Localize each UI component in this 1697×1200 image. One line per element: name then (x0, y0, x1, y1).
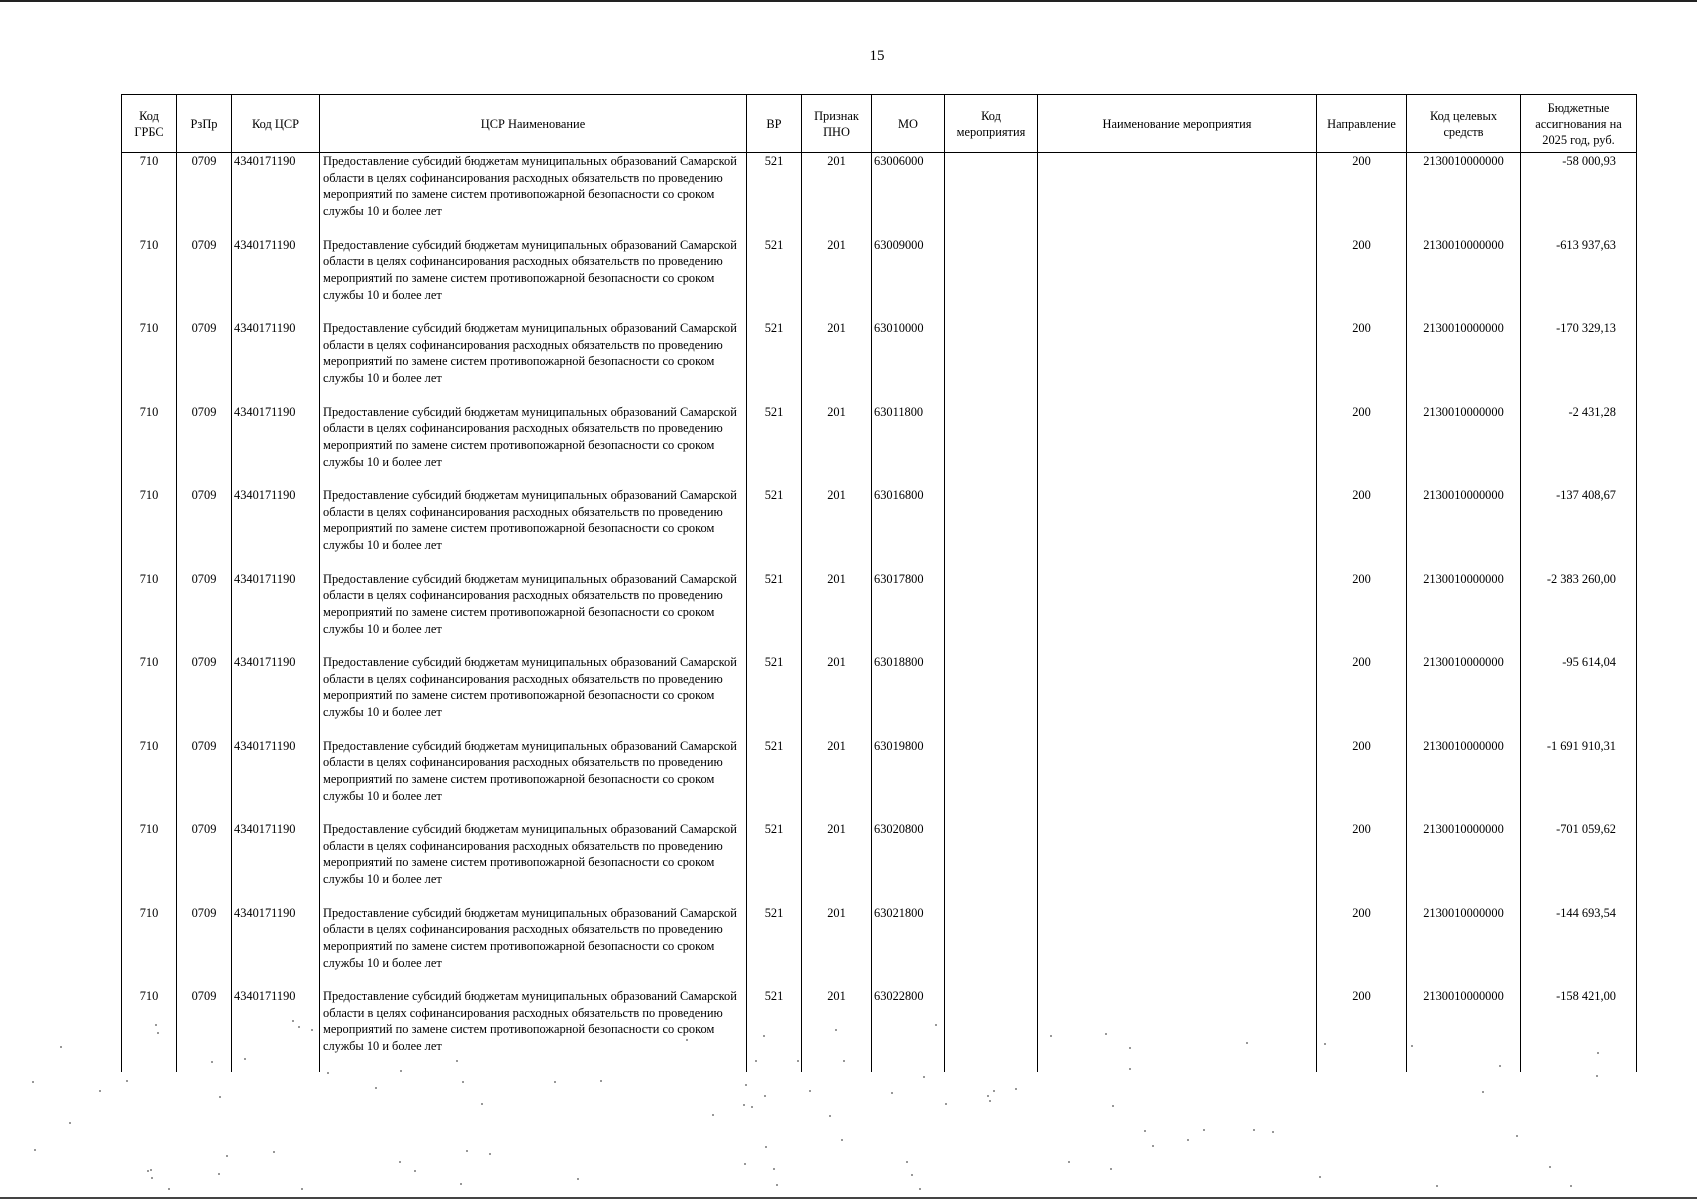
scan-speck (414, 1170, 416, 1172)
cell-target-code: 2130010000000 (1407, 654, 1521, 738)
cell-target-code: 2130010000000 (1407, 237, 1521, 321)
table-row (122, 320, 1637, 404)
scan-speck (456, 1060, 458, 1062)
scan-speck (400, 1070, 402, 1072)
scan-speck (99, 1090, 101, 1092)
cell-pno: 201 (802, 821, 872, 905)
cell-csr-name: Предоставление субсидий бюджетам муниципальных образований Самарской области в целях софинансирования расходных обязательств по проведению мероприятий по замене систем противопожарной безопасности со сроком службы 10 и более лет (320, 654, 747, 738)
cell-grbs: 710 (122, 320, 177, 404)
scan-speck (1187, 1139, 1189, 1141)
cell-csr-code: 4340171190 (232, 821, 320, 905)
cell-direction: 200 (1317, 153, 1407, 237)
cell-pno: 201 (802, 905, 872, 989)
cell-csr-name: Предоставление субсидий бюджетам муниципальных образований Самарской области в целях софинансирования расходных обязательств по проведению мероприятий по замене систем противопожарной безопасности со сроком службы 10 и более лет (320, 404, 747, 488)
cell-event-name (1038, 320, 1317, 404)
header-vr: ВР (747, 95, 802, 153)
cell-amount: -95 614,04 (1521, 654, 1637, 738)
scan-speck (155, 1024, 157, 1026)
scan-speck (273, 1151, 275, 1153)
cell-target-code: 2130010000000 (1407, 404, 1521, 488)
cell-event-name (1038, 905, 1317, 989)
scan-speck (460, 1183, 462, 1185)
scan-speck (218, 1173, 220, 1175)
cell-csr-code: 4340171190 (232, 905, 320, 989)
scan-speck (151, 1177, 153, 1179)
cell-mo: 63011800 (872, 404, 945, 488)
cell-event-code (945, 988, 1038, 1072)
header-rzpr: РзПр (177, 95, 232, 153)
cell-event-name (1038, 988, 1317, 1072)
cell-target-code: 2130010000000 (1407, 905, 1521, 989)
cell-event-name (1038, 153, 1317, 237)
cell-event-name (1038, 404, 1317, 488)
scan-speck (32, 1081, 34, 1083)
table-row (122, 654, 1637, 738)
cell-csr-code: 4340171190 (232, 988, 320, 1072)
scan-speck (311, 1029, 313, 1031)
cell-direction: 200 (1317, 320, 1407, 404)
cell-direction: 200 (1317, 905, 1407, 989)
cell-mo: 63020800 (872, 821, 945, 905)
cell-target-code: 2130010000000 (1407, 487, 1521, 571)
scan-speck (743, 1104, 745, 1106)
scan-speck (1105, 1033, 1107, 1035)
cell-vr: 521 (747, 738, 802, 822)
scan-speck (919, 1188, 921, 1190)
table-row (122, 571, 1637, 655)
cell-direction: 200 (1317, 821, 1407, 905)
scan-speck (554, 1081, 556, 1083)
cell-vr: 521 (747, 320, 802, 404)
header-event-code: Код мероприятия (945, 95, 1038, 153)
cell-csr-code: 4340171190 (232, 571, 320, 655)
cell-amount: -144 693,54 (1521, 905, 1637, 989)
scan-speck (764, 1095, 766, 1097)
scan-speck (989, 1100, 991, 1102)
header-target-code: Код целевых средств (1407, 95, 1521, 153)
scan-speck (829, 1115, 831, 1117)
cell-amount: -158 421,00 (1521, 988, 1637, 1072)
scan-speck (1129, 1068, 1131, 1070)
header-amount: Бюджетные ассигнования на 2025 год, руб. (1521, 95, 1637, 153)
scan-speck (327, 1072, 329, 1074)
cell-csr-name: Предоставление субсидий бюджетам муниципальных образований Самарской области в целях софинансирования расходных обязательств по проведению мероприятий по замене систем противопожарной безопасности со сроком службы 10 и более лет (320, 571, 747, 655)
budget-table (121, 94, 1637, 1072)
cell-direction: 200 (1317, 404, 1407, 488)
scan-speck (1549, 1166, 1551, 1168)
scan-speck (168, 1188, 170, 1190)
scan-speck (776, 1184, 778, 1186)
cell-event-name (1038, 571, 1317, 655)
cell-mo: 63016800 (872, 487, 945, 571)
scan-speck (1596, 1075, 1598, 1077)
scan-speck (226, 1155, 228, 1157)
cell-rzpr: 0709 (177, 654, 232, 738)
cell-event-name (1038, 487, 1317, 571)
table-row (122, 404, 1637, 488)
scan-speck (157, 1032, 159, 1034)
cell-amount: -170 329,13 (1521, 320, 1637, 404)
table-row (122, 821, 1637, 905)
scan-speck (911, 1174, 913, 1176)
cell-rzpr: 0709 (177, 905, 232, 989)
scan-speck (60, 1046, 62, 1048)
scan-speck (712, 1114, 714, 1116)
cell-rzpr: 0709 (177, 988, 232, 1072)
scan-speck (147, 1170, 149, 1172)
cell-csr-name: Предоставление субсидий бюджетам муниципальных образований Самарской области в целях софинансирования расходных обязательств по проведению мероприятий по замене систем противопожарной безопасности со сроком службы 10 и более лет (320, 988, 747, 1072)
cell-event-code (945, 404, 1038, 488)
cell-event-name (1038, 237, 1317, 321)
cell-csr-name: Предоставление субсидий бюджетам муниципальных образований Самарской области в целях софинансирования расходных обязательств по проведению мероприятий по замене систем противопожарной безопасности со сроком службы 10 и более лет (320, 738, 747, 822)
table-row (122, 237, 1637, 321)
scan-speck (1112, 1105, 1114, 1107)
cell-event-code (945, 905, 1038, 989)
scan-speck (126, 1080, 128, 1082)
cell-event-code (945, 153, 1038, 237)
scan-speck (835, 1029, 837, 1031)
cell-target-code: 2130010000000 (1407, 738, 1521, 822)
scan-speck (765, 1146, 767, 1148)
cell-direction: 200 (1317, 571, 1407, 655)
cell-amount: -2 431,28 (1521, 404, 1637, 488)
cell-pno: 201 (802, 404, 872, 488)
scan-speck (481, 1103, 483, 1105)
cell-mo: 63019800 (872, 738, 945, 822)
cell-vr: 521 (747, 905, 802, 989)
cell-event-code (945, 654, 1038, 738)
cell-pno: 201 (802, 571, 872, 655)
cell-direction: 200 (1317, 654, 1407, 738)
scan-speck (1253, 1129, 1255, 1131)
cell-rzpr: 0709 (177, 571, 232, 655)
cell-pno: 201 (802, 654, 872, 738)
cell-amount: -613 937,63 (1521, 237, 1637, 321)
scan-speck (292, 1020, 294, 1022)
scan-speck (489, 1153, 491, 1155)
cell-vr: 521 (747, 988, 802, 1072)
scan-speck (945, 1103, 947, 1105)
table-row (122, 153, 1637, 237)
cell-direction: 200 (1317, 237, 1407, 321)
cell-pno: 201 (802, 320, 872, 404)
cell-target-code: 2130010000000 (1407, 153, 1521, 237)
scan-speck (1272, 1131, 1274, 1133)
table-row (122, 988, 1637, 1072)
scan-speck (34, 1149, 36, 1151)
cell-pno: 201 (802, 487, 872, 571)
cell-mo: 63018800 (872, 654, 945, 738)
scan-speck (1050, 1035, 1052, 1037)
cell-csr-code: 4340171190 (232, 237, 320, 321)
cell-target-code: 2130010000000 (1407, 320, 1521, 404)
scan-speck (843, 1060, 845, 1062)
scan-speck (375, 1087, 377, 1089)
cell-grbs: 710 (122, 738, 177, 822)
cell-grbs: 710 (122, 153, 177, 237)
cell-amount: -701 059,62 (1521, 821, 1637, 905)
cell-amount: -137 408,67 (1521, 487, 1637, 571)
cell-csr-name: Предоставление субсидий бюджетам муниципальных образований Самарской области в целях софинансирования расходных обязательств по проведению мероприятий по замене систем противопожарной безопасности со сроком службы 10 и более лет (320, 821, 747, 905)
cell-vr: 521 (747, 404, 802, 488)
cell-mo: 63009000 (872, 237, 945, 321)
cell-event-name (1038, 821, 1317, 905)
scan-speck (906, 1161, 908, 1163)
cell-pno: 201 (802, 237, 872, 321)
cell-pno: 201 (802, 988, 872, 1072)
scan-speck (773, 1168, 775, 1170)
scan-speck (1129, 1047, 1131, 1049)
cell-rzpr: 0709 (177, 320, 232, 404)
cell-vr: 521 (747, 487, 802, 571)
cell-rzpr: 0709 (177, 237, 232, 321)
scan-speck (809, 1090, 811, 1092)
scan-speck (1319, 1176, 1321, 1178)
cell-grbs: 710 (122, 821, 177, 905)
cell-rzpr: 0709 (177, 404, 232, 488)
cell-vr: 521 (747, 821, 802, 905)
scan-speck (399, 1161, 401, 1163)
scan-speck (1015, 1088, 1017, 1090)
scan-speck (1068, 1161, 1070, 1163)
scan-speck (466, 1150, 468, 1152)
scan-speck (1482, 1091, 1484, 1093)
cell-csr-code: 4340171190 (232, 738, 320, 822)
cell-grbs: 710 (122, 487, 177, 571)
bottom-scan-rule (0, 1197, 1697, 1199)
cell-rzpr: 0709 (177, 738, 232, 822)
top-scan-rule (0, 0, 1697, 2)
cell-grbs: 710 (122, 404, 177, 488)
header-direction: Направление (1317, 95, 1407, 153)
header-csr-code: Код ЦСР (232, 95, 320, 153)
header-grbs: Код ГРБС (122, 95, 177, 153)
cell-csr-name: Предоставление субсидий бюджетам муниципальных образований Самарской области в целях софинансирования расходных обязательств по проведению мероприятий по замене систем противопожарной безопасности со сроком службы 10 и более лет (320, 153, 747, 237)
scan-speck (69, 1122, 71, 1124)
cell-event-name (1038, 654, 1317, 738)
scan-speck (1570, 1185, 1572, 1187)
cell-vr: 521 (747, 654, 802, 738)
cell-mo: 63021800 (872, 905, 945, 989)
cell-target-code: 2130010000000 (1407, 988, 1521, 1072)
cell-event-code (945, 237, 1038, 321)
cell-event-code (945, 738, 1038, 822)
scan-speck (1203, 1129, 1205, 1131)
scan-speck (686, 1039, 688, 1041)
header-mo: МО (872, 95, 945, 153)
cell-grbs: 710 (122, 654, 177, 738)
cell-event-name (1038, 738, 1317, 822)
cell-csr-code: 4340171190 (232, 404, 320, 488)
cell-csr-code: 4340171190 (232, 487, 320, 571)
scan-speck (1499, 1065, 1501, 1067)
cell-event-code (945, 821, 1038, 905)
cell-csr-name: Предоставление субсидий бюджетам муниципальных образований Самарской области в целях софинансирования расходных обязательств по проведению мероприятий по замене систем противопожарной безопасности со сроком службы 10 и более лет (320, 237, 747, 321)
scan-speck (987, 1095, 989, 1097)
cell-direction: 200 (1317, 988, 1407, 1072)
header-pno: Признак ПНО (802, 95, 872, 153)
scan-speck (219, 1096, 221, 1098)
scan-speck (150, 1169, 152, 1171)
scan-speck (1436, 1185, 1438, 1187)
scan-speck (744, 1163, 746, 1165)
scan-speck (993, 1090, 995, 1092)
scan-speck (1144, 1130, 1146, 1132)
scan-speck (577, 1178, 579, 1180)
cell-rzpr: 0709 (177, 153, 232, 237)
scan-speck (1110, 1168, 1112, 1170)
cell-mo: 63022800 (872, 988, 945, 1072)
cell-mo: 63017800 (872, 571, 945, 655)
header-event-name: Наименование мероприятия (1038, 95, 1317, 153)
cell-amount: -1 691 910,31 (1521, 738, 1637, 822)
cell-grbs: 710 (122, 237, 177, 321)
cell-vr: 521 (747, 571, 802, 655)
cell-grbs: 710 (122, 988, 177, 1072)
page-number: 15 (869, 48, 885, 64)
cell-event-code (945, 571, 1038, 655)
cell-rzpr: 0709 (177, 821, 232, 905)
cell-vr: 521 (747, 237, 802, 321)
table-row (122, 905, 1637, 989)
cell-vr: 521 (747, 153, 802, 237)
table-header-row (122, 95, 1637, 153)
header-csr-name: ЦСР Наименование (320, 95, 747, 153)
cell-grbs: 710 (122, 905, 177, 989)
cell-target-code: 2130010000000 (1407, 571, 1521, 655)
cell-csr-name: Предоставление субсидий бюджетам муниципальных образований Самарской области в целях софинансирования расходных обязательств по проведению мероприятий по замене систем противопожарной безопасности со сроком службы 10 и более лет (320, 320, 747, 404)
table-body (122, 153, 1637, 1072)
table-row (122, 738, 1637, 822)
scan-speck (797, 1060, 799, 1062)
scan-speck (1516, 1135, 1518, 1137)
cell-mo: 63006000 (872, 153, 945, 237)
scan-speck (1152, 1145, 1154, 1147)
cell-event-code (945, 320, 1038, 404)
cell-csr-code: 4340171190 (232, 654, 320, 738)
cell-direction: 200 (1317, 738, 1407, 822)
scan-speck (301, 1188, 303, 1190)
cell-csr-name: Предоставление субсидий бюджетам муниципальных образований Самарской области в целях софинансирования расходных обязательств по проведению мероприятий по замене систем противопожарной безопасности со сроком службы 10 и более лет (320, 487, 747, 571)
cell-grbs: 710 (122, 571, 177, 655)
cell-mo: 63010000 (872, 320, 945, 404)
scan-speck (923, 1076, 925, 1078)
cell-amount: -58 000,93 (1521, 153, 1637, 237)
cell-csr-code: 4340171190 (232, 153, 320, 237)
scan-speck (745, 1084, 747, 1086)
cell-event-code (945, 487, 1038, 571)
scan-speck (462, 1081, 464, 1083)
cell-rzpr: 0709 (177, 487, 232, 571)
scan-speck (841, 1139, 843, 1141)
table-row (122, 487, 1637, 571)
scan-speck (600, 1080, 602, 1082)
scan-speck (891, 1092, 893, 1094)
cell-csr-code: 4340171190 (232, 320, 320, 404)
cell-direction: 200 (1317, 487, 1407, 571)
scan-speck (751, 1106, 753, 1108)
cell-amount: -2 383 260,00 (1521, 571, 1637, 655)
cell-csr-name: Предоставление субсидий бюджетам муниципальных образований Самарской области в целях софинансирования расходных обязательств по проведению мероприятий по замене систем противопожарной безопасности со сроком службы 10 и более лет (320, 905, 747, 989)
cell-pno: 201 (802, 738, 872, 822)
cell-pno: 201 (802, 153, 872, 237)
cell-target-code: 2130010000000 (1407, 821, 1521, 905)
